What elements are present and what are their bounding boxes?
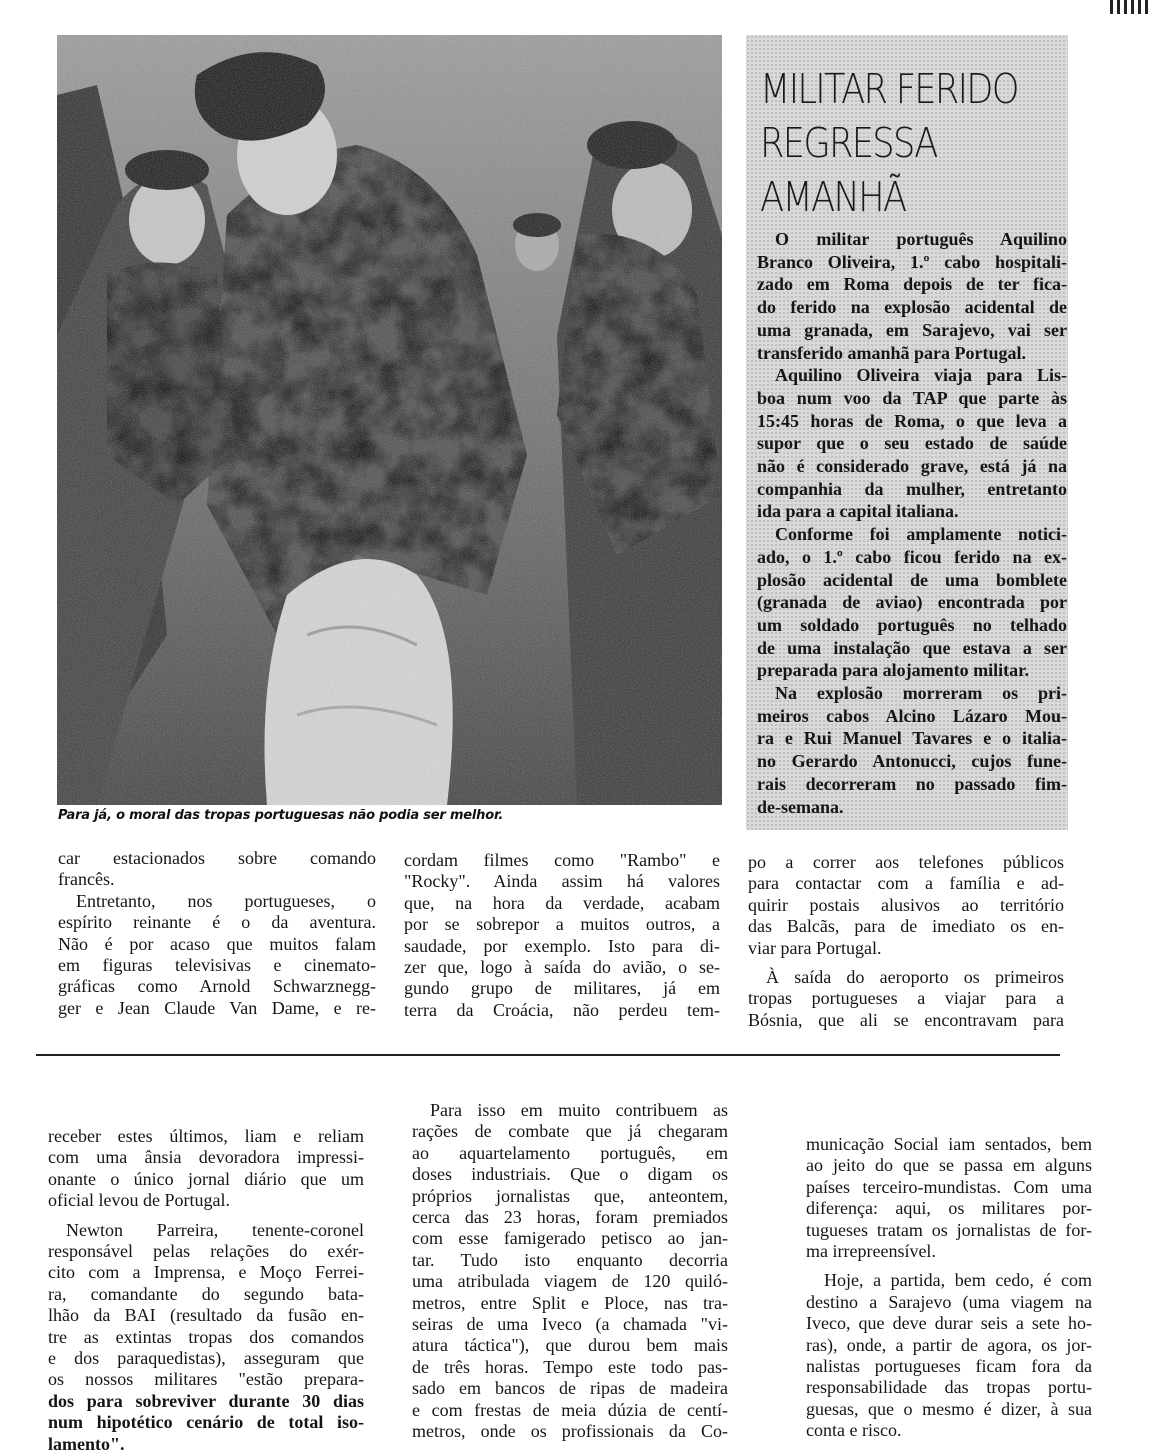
text-line: receber estes últimos, liam e reliam (48, 1126, 364, 1146)
text-line: e com frestas de meia dúzia de centí- (412, 1399, 728, 1420)
text-line: do ferido na explosão acidental de (757, 297, 1067, 318)
text-line: responsável pelas relações do exér- (48, 1241, 364, 1262)
text-line: das Balcãs, para de imediato os en- (748, 916, 1064, 937)
text-line: Para isso em muito contribuem as (430, 1100, 728, 1120)
text-line: seiras de uma Iveco (a chamada "vi- (412, 1314, 728, 1335)
text-line: cordam filmes como "Rambo" e (404, 850, 720, 870)
text-line: gráficas como Arnold Schwarznegg- (58, 976, 376, 997)
section-divider (36, 1054, 1060, 1056)
text-line: terra da Croácia, não perdeu tem- (404, 999, 720, 1020)
text-line: doses industriais. Que o digam os (412, 1164, 728, 1185)
text-line: por se sobrepor a muitos outros, a (404, 914, 720, 935)
headline-line: AMANHÃ (760, 173, 906, 221)
text-line: sado em bancos de ripas de madeira (412, 1378, 728, 1399)
text-line: metros, onde os profissionais da Co- (412, 1421, 728, 1442)
text-line: Entretanto, nos portugueses, o (76, 890, 376, 911)
upper-column-3 (748, 852, 1064, 1031)
text-line: no Gerardo Antonucci, cujos fune- (757, 751, 1067, 772)
text-line: tar. Tudo isto enquanto decorria (412, 1249, 728, 1270)
text-line: "Rocky". Ainda assim há valores (404, 871, 720, 892)
text-line: rais decorreram no passado fim- (757, 773, 1067, 794)
text-line: diferença: aqui, os militares por- (806, 1198, 1092, 1219)
text-line: rações de combate que já chegaram (412, 1121, 728, 1142)
text-line: car estacionados sobre comando (58, 848, 376, 868)
text-line: gundo grupo de militares, já em (404, 978, 720, 999)
text-line: de uma instalação que estava a ser (757, 637, 1067, 658)
text-line: plosão acidental de uma bomblete (757, 569, 1067, 590)
upper-column-2 (404, 850, 720, 1021)
text-line: tre as extintas tropas dos comandos (48, 1326, 364, 1347)
text-line: zer que, logo à saída do avião, o se- (404, 957, 720, 978)
text-line: Hoje, a partida, bem cedo, é com (824, 1270, 1092, 1291)
text-line: ao aquartelamento português, em (412, 1142, 728, 1163)
text-line: em figuras televisivas e cinemato- (58, 955, 376, 976)
text-line: espírito reinante é o da aventura. (58, 912, 376, 933)
text-line: Branco Oliveira, 1.º cabo hospitali- (757, 251, 1067, 272)
text-line: cito com a Imprensa, e Moço Ferrei- (48, 1262, 364, 1283)
text-line: 15:45 horas de Roma, o que leva a (757, 410, 1067, 431)
text-line: municação Social iam sentados, bem (806, 1134, 1092, 1154)
text-line: saudade, por exemplo. Isto para di- (404, 935, 720, 956)
text-line: num hipotético cenário de total iso- (48, 1412, 364, 1433)
text-line: os nossos militares "estão prepara- (48, 1369, 364, 1390)
text-line: lamento". (48, 1433, 125, 1454)
text-line: um soldado português no telhado (757, 614, 1067, 635)
text-line: Iveco, que deve durar seis a sete ho- (806, 1313, 1092, 1334)
text-line: Aquilino Oliveira viaja para Lis- (775, 365, 1067, 386)
text-line: Na explosão morreram os pri- (775, 683, 1067, 704)
text-line: supor que o seu estado de saúde (757, 433, 1067, 454)
text-line: guesas, que o mesmo é dizer, à sua (806, 1398, 1092, 1419)
text-line: Newton Parreira, tenente-coronel (66, 1219, 364, 1240)
scan-edge-marks (1110, 0, 1149, 14)
sidebar-body (757, 228, 1067, 818)
text-line: quirir postais alusivos ao território (748, 894, 1064, 915)
text-line: próprios jornalistas que, anteontem, (412, 1185, 728, 1206)
text-line: ida para a capital italiana. (757, 501, 959, 522)
text-line: tropas portugueses a viajar para a (748, 988, 1064, 1009)
text-line: companhia da mulher, entretanto (757, 478, 1067, 499)
text-line: nalistas portugueses ficam fora da (806, 1356, 1092, 1377)
text-line: francês. (58, 869, 115, 890)
lower-column-2 (412, 1100, 728, 1443)
text-line: Não é por acaso que muitos falam (58, 933, 376, 954)
photo-illustration (57, 35, 722, 805)
text-line: Conforme foi amplamente notici- (775, 524, 1067, 545)
text-line: cerca das 23 horas, foram premiados (412, 1207, 728, 1228)
text-line: boa num voo da TAP que parte às (757, 387, 1067, 408)
text-line: responsabilidade das tropas portu- (806, 1377, 1092, 1398)
text-line: de três horas. Tempo este todo pas- (412, 1356, 728, 1377)
text-line: zado em Roma depois de ter fica- (757, 274, 1067, 295)
headline-line: REGRESSA (760, 119, 937, 167)
text-line: O militar português Aquilino (775, 229, 1067, 249)
text-line: lhão da BAI (resultado da fusão en- (48, 1305, 364, 1326)
text-line: uma atribulada viagem de 120 quiló- (412, 1271, 728, 1292)
photo-caption: Para já, o moral das tropas portuguesas não podia ser melhor. (58, 808, 504, 823)
headline-line: MILITAR FERIDO (760, 65, 1018, 113)
text-line: tugueses tratam os jornalistas de for- (806, 1219, 1092, 1240)
text-line: de-semana. (757, 796, 844, 817)
text-line: para contactar com a família e ad- (748, 873, 1064, 894)
headline (760, 62, 1018, 224)
text-line: não é considerado grave, está já na (757, 456, 1067, 477)
text-line: que, na hora da verdade, acabam (404, 892, 720, 913)
news-photo-soldiers (57, 35, 722, 805)
text-line: (granada de aviao) encontrada por (757, 592, 1067, 613)
text-line: transferido amanhã para Portugal. (757, 342, 1026, 363)
text-line: metros, entre Split e Ploce, nas tra- (412, 1292, 728, 1313)
upper-column-1 (58, 848, 376, 1019)
text-line: ma irrepreensível. (806, 1241, 936, 1262)
text-line: destino a Sarajevo (uma viagem na (806, 1291, 1092, 1312)
text-line: ra e Rui Manuel Tavares e o italia- (757, 728, 1067, 749)
text-line: ger e Jean Claude Van Dame, e re- (58, 997, 376, 1018)
text-line: uma granada, em Sarajevo, vai ser (757, 319, 1067, 340)
text-line: onante o único jornal diário que um (48, 1168, 364, 1189)
text-line: ras), onde, a partir de agora, os jor- (806, 1334, 1092, 1355)
text-line: atura táctica"), que durou bem mais (412, 1335, 728, 1356)
text-line: dos para sobreviver durante 30 dias (48, 1390, 364, 1411)
text-line: Bósnia, que ali se encontravam para (748, 1009, 1064, 1030)
text-line: conta e risco. (806, 1420, 902, 1441)
text-line: e dos paraquedistas), asseguram que (48, 1348, 364, 1369)
text-line: À saída do aeroporto os primeiros (766, 967, 1064, 988)
text-line: com esse famigerado petisco ao jan- (412, 1228, 728, 1249)
text-line: com uma ânsia devoradora impressi- (48, 1147, 364, 1168)
text-line: preparada para alojamento militar. (757, 660, 1029, 681)
text-line: po a correr aos telefones públicos (748, 852, 1064, 872)
text-line: ado, o 1.º cabo ficou ferido na ex- (757, 546, 1067, 567)
text-line: viar para Portugal. (748, 937, 882, 958)
text-line: ra, comandante do segundo bata- (48, 1283, 364, 1304)
lower-column-3 (806, 1134, 1092, 1442)
text-line: países terceiro-mundistas. Com uma (806, 1176, 1092, 1197)
text-line: oficial levou de Portugal. (48, 1190, 230, 1211)
lower-column-1 (48, 1126, 364, 1455)
text-line: ao jeito do que se passa em alguns (806, 1155, 1092, 1176)
text-line: meiros cabos Alcino Lázaro Mou- (757, 705, 1067, 726)
